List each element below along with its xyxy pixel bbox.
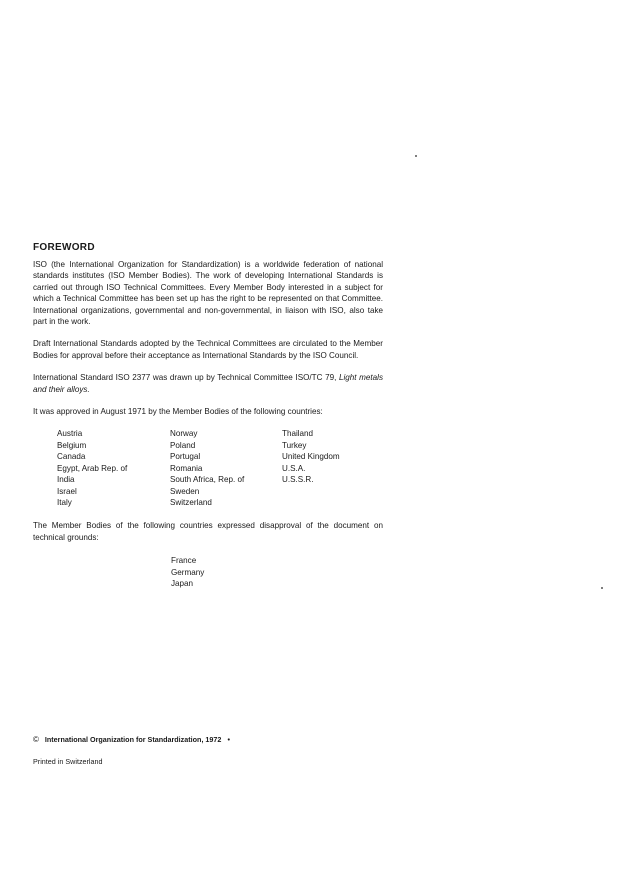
- copyright-text: International Organization for Standardization, 1972: [44, 735, 222, 744]
- country-name: Romania: [170, 463, 203, 473]
- country-name: Japan: [171, 578, 194, 588]
- copyright-icon: ©: [33, 735, 39, 744]
- scan-speck: [601, 587, 603, 589]
- copyright-line: [33, 735, 230, 744]
- scan-speck: [415, 155, 417, 157]
- intro-paragraph: ISO (the International Organization for Standardization) is a worldwide federation of national standards institutes (ISO Member Bodies). The work of developing International Standards is carried out through ISO Technical Committees. Every Member Body interested in a subject for which a Technical Committee has been set up has the right to be represented on that Committee. International organizations, governmental and non-governmental, in liaison with ISO, also take part in the work.: [33, 260, 383, 327]
- country-name: Portugal: [170, 452, 201, 462]
- country-name: Israel: [57, 486, 77, 496]
- country-name: France: [171, 556, 197, 566]
- draft-standards-paragraph: Draft International Standards adopted by the Technical Committees are circulated to the Member Bodies for approval before their acceptance as International Standards by the ISO Council.: [33, 339, 383, 360]
- country-name: Thailand: [282, 429, 314, 439]
- country-name: U.S.A.: [282, 463, 306, 473]
- country-name: Norway: [170, 429, 198, 439]
- foreword-section: [33, 242, 383, 589]
- committee-paragraph: [33, 372, 383, 395]
- country-name: Italy: [57, 497, 72, 507]
- disapproving-countries-list: [171, 555, 383, 589]
- country-name: Austria: [57, 429, 83, 439]
- committee-title: Light metals and their alloys.: [33, 373, 383, 394]
- country-name: Canada: [57, 452, 86, 462]
- country-name: Turkey: [282, 440, 307, 450]
- bullet-icon: •: [227, 735, 230, 744]
- country-name: South Africa, Rep. of: [170, 475, 245, 485]
- approving-countries-table: [57, 428, 383, 508]
- country-name: Egypt, Arab Rep. of: [57, 463, 128, 473]
- country-name: Belgium: [57, 440, 87, 450]
- disapproval-paragraph: The Member Bodies of the following countries expressed disapproval of the document on technical grounds:: [33, 521, 383, 542]
- page-footer: [33, 735, 230, 766]
- country-name: United Kingdom: [282, 452, 340, 462]
- country-name: Germany: [171, 567, 205, 577]
- foreword-heading: FOREWORD: [33, 242, 95, 253]
- approval-paragraph: It was approved in August 1971 by the Member Bodies of the following countries:: [33, 407, 323, 417]
- countries-column-2: [170, 428, 282, 508]
- country-name: Sweden: [170, 486, 200, 496]
- country-name: India: [57, 475, 75, 485]
- countries-column-3: [282, 428, 382, 508]
- countries-column-1: [57, 428, 170, 508]
- country-name: Switzerland: [170, 497, 212, 507]
- country-name: U.S.S.R.: [282, 475, 314, 485]
- country-name: Poland: [170, 440, 196, 450]
- committee-text: International Standard ISO 2377 was drawn up by Technical Committee ISO/TC 79,: [33, 373, 339, 383]
- printed-in-text: Printed in Switzerland: [33, 757, 103, 766]
